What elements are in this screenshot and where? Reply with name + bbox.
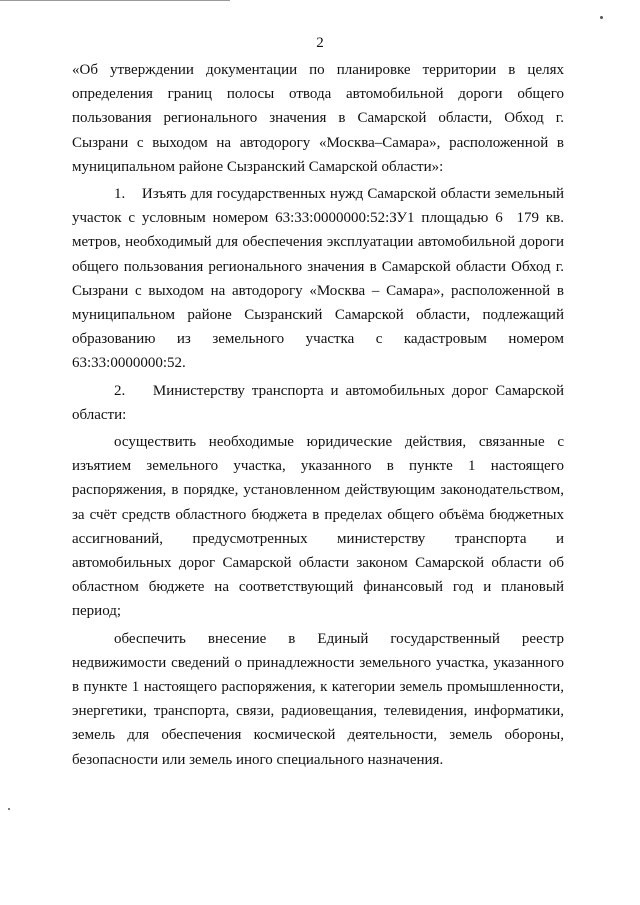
- clause-1: 1. Изъять для государственных нужд Самарской области земельный участок с условным номером 63:33:0000000:52:ЗУ1 площадью 6 179 кв. метров, необходимый для обеспечения эксплуатации автомобильной дороги общего пользования регионального значения в Самарской области Обход г. Сызрани с выходом на автодорогу «Москва – Самара», расположенной в муниципальном районе Сызранский Самарской области, подлежащий образованию из земельного участка с кадастровым номером 63:33:0000000:52.: [72, 186, 564, 372]
- scan-top-border: [0, 0, 230, 1]
- page-number: 2: [316, 35, 324, 51]
- decree-title-continuation: «Об утверждении документации по планировке территории в целях определения границ полосы отвода автомобильной дороги общего пользования регионального значения в Самарской области, Обход г. Сызрани с выходом на автодорогу «Москва–Самара», расположенной в муниципальном районе Сызранский Самарской области»:: [72, 62, 564, 175]
- clause-2-item-2: обеспечить внесение в Единый государственный реестр недвижимости сведений о принадлежности земельного участка, указанного в пункте 1 настоящего распоряжения, к категории земель промышленности, энергетики, транспорта, связи, радиовещания, телевидения, информатики, земель для обеспечения космической деятельности, земель обороны, безопасности или земель иного специального назначения.: [72, 630, 564, 768]
- document-body: [72, 58, 564, 772]
- scan-speck: [8, 808, 10, 810]
- scan-speck: [600, 16, 603, 19]
- clause-2-item-1: осуществить необходимые юридические действия, связанные с изъятием земельного участка, указанного в пункте 1 настоящего распоряжения, в порядке, установленном действующим законодательством, за счёт средств областного бюджета в пределах общего объёма бюджетных ассигнований, предусмотренных министерству транспорта и автомобильных дорог Самарской области законом Самарской области об областном бюджете на соответствующий финансовый год и плановый период;: [72, 434, 564, 620]
- clause-2: 2. Министерству транспорта и автомобильных дорог Самарской области:: [72, 382, 564, 423]
